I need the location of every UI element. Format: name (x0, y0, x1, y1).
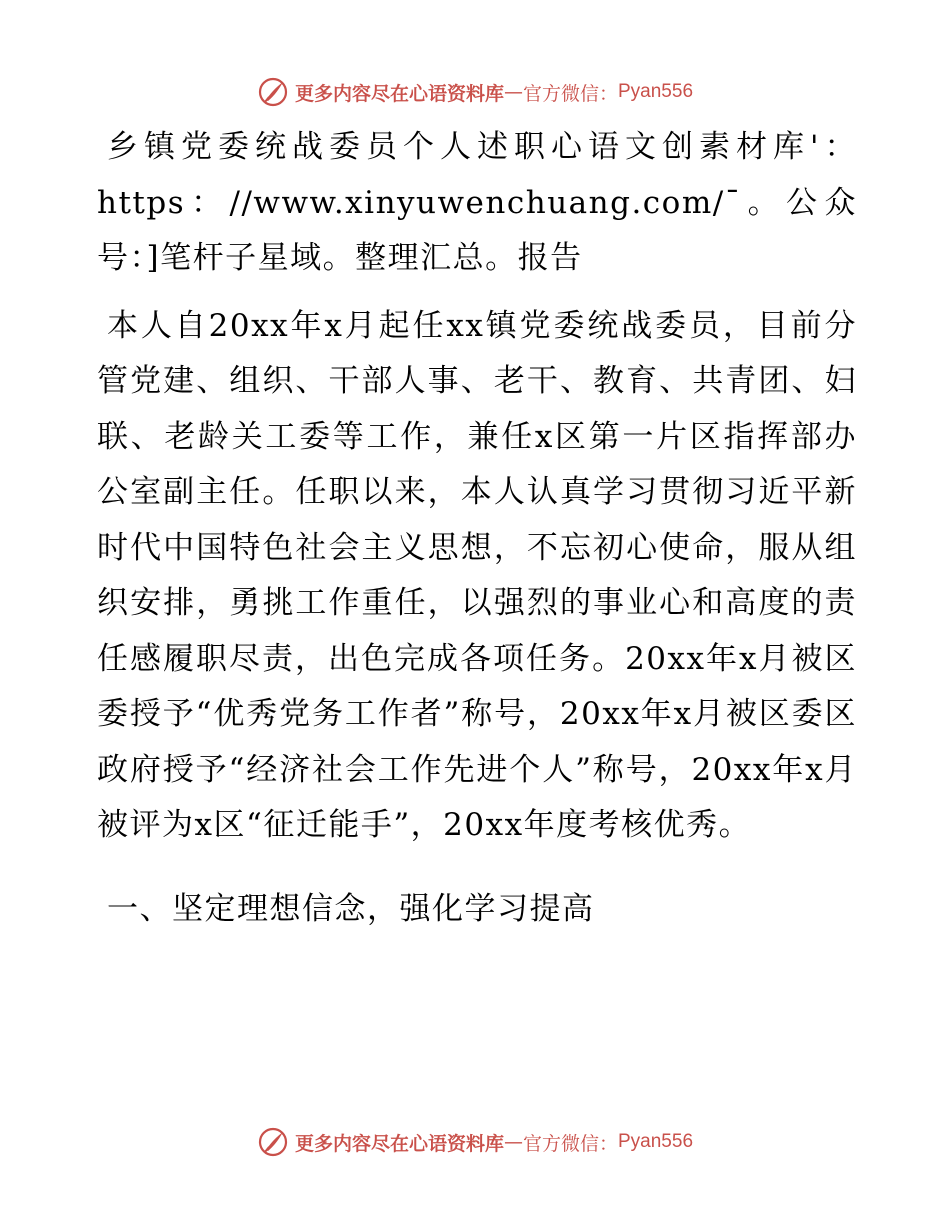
quill-pen-logo-icon (257, 1126, 289, 1158)
banner-wechat-label: 官方微信： (522, 82, 618, 105)
body-paragraph: 本人自20xx年x月起任xx镇党委统战委员，目前分管党建、组织、干部人事、老干、教育、共青团、妇联、老龄关工委等工作，兼任x区第一片区指挥部办公室副主任。任职以来，本人认真学习贯彻习近平新时代中国特色社会主义思想，不忘初心使命，服从组织安排，勇挑工作重任，以强烈的事业心和高度的责任感履职尽责，出色完成各项任务。20xx年x月被区委授予“优秀党务工作者”称号，20xx年x月被区委区政府授予“经济社会工作先进个人”称号，20xx年x月被评为x区“征迁能手”，20xx年度考核优秀。 (97, 307, 857, 843)
banner-separator: — (503, 81, 523, 103)
banner-main-text: 更多内容尽在心语资料库 (294, 82, 504, 105)
footer-banner (0, 1122, 950, 1162)
quill-pen-logo-icon (257, 76, 289, 108)
banner-wechat-id: Pyan556 (618, 1131, 694, 1152)
document-title: 乡镇党委统战委员个人述职心语文创素材库'：https：//www.xinyuwenchuang.com/¯。公众号：]笔杆子星域。整理汇总。报告 (97, 129, 857, 276)
banner-wechat-label: 官方微信： (522, 1132, 618, 1155)
section-heading: 一、坚定理想信念，强化学习提高 (107, 890, 595, 927)
banner-main-text: 更多内容尽在心语资料库 (294, 1132, 504, 1155)
banner-wechat-id: Pyan556 (618, 81, 694, 102)
header-banner (0, 72, 950, 112)
document-content (97, 120, 857, 937)
banner-separator: — (503, 1131, 523, 1153)
